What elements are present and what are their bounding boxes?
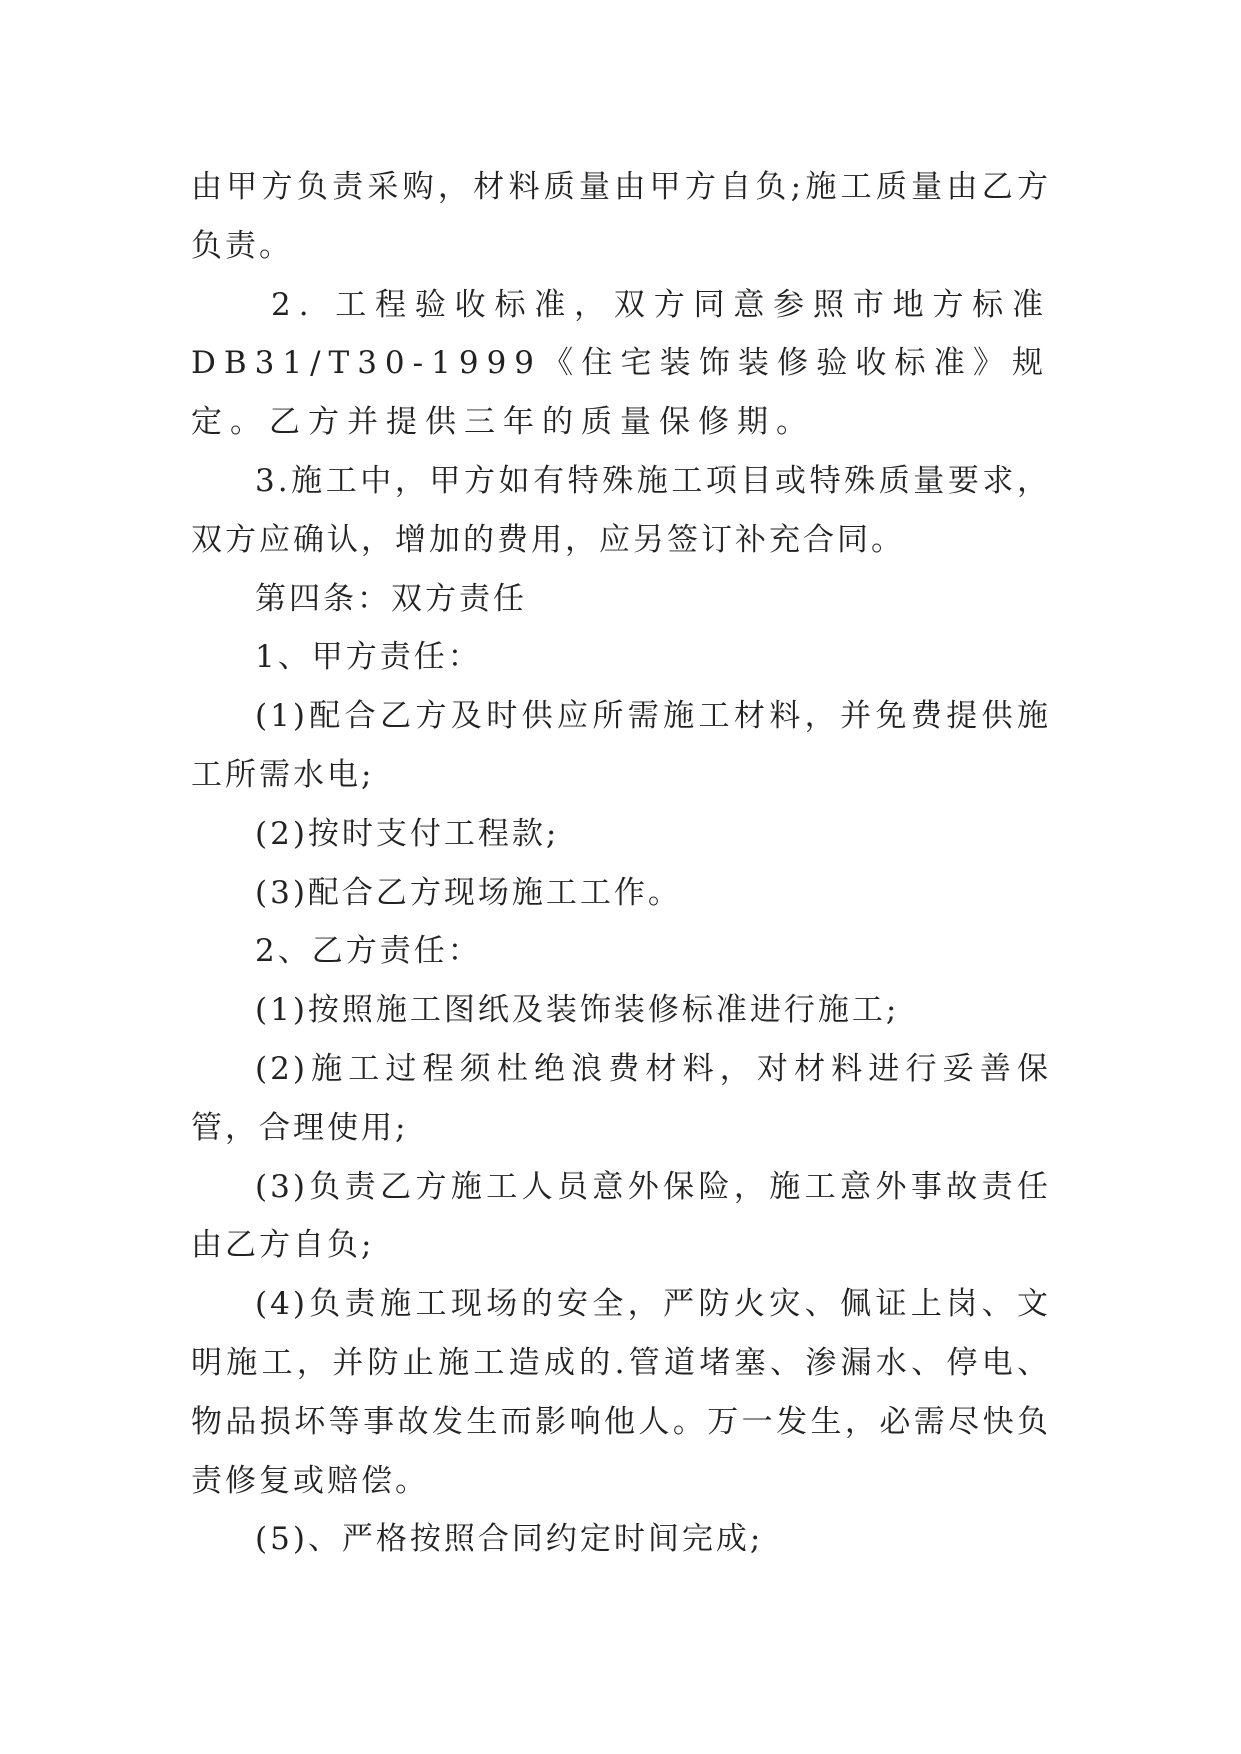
party-a-item-2: (2)按时支付工程款; [255, 815, 560, 852]
party-a-item-1: (1)配合乙方及时供应所需施工材料，并免费提供施工所需水电; [191, 698, 1051, 793]
party-b-item-2: (2)施工过程须杜绝浪费材料，对材料进行妥善保管，合理使用; [191, 1050, 1051, 1146]
party-b-item-4: (4)负责施工现场的安全，严防火灾、佩证上岗、文明施工，并防止施工造成的.管道堵塞、渗漏水、停电、物品损坏等事故发生而影响他人。万一发生，必需尽快负责修复或赔偿。 [191, 1286, 1051, 1499]
subheading-party-b-responsibility: 2、乙方责任： [255, 933, 482, 970]
paragraph-material-quality: 由甲方负责采购，材料质量由甲方自负;施工质量由乙方负责。 [191, 169, 1051, 264]
paragraph-acceptance-standard: 2. 工程验收标准，双方同意参照市地方标准DB31/T30-1999《住宅装饰装修验收标准》规定。乙方并提供三年的质量保修期。 [191, 286, 1051, 441]
paragraph-special-requirements: 3.施工中，甲方如有特殊施工项目或特殊质量要求，双方应确认，增加的费用，应另签订补充合同。 [191, 462, 1051, 558]
document-body [191, 158, 1051, 1569]
party-b-item-1: (1)按照施工图纸及装饰装修标准进行施工; [255, 992, 900, 1029]
subheading-party-a-responsibility: 1、甲方责任： [255, 639, 482, 676]
party-b-item-5: (5)、严格按照合同约定时间完成; [255, 1521, 764, 1558]
section-heading-article-four: 第四条：双方责任 [255, 580, 527, 617]
party-b-item-3: (3)负责乙方施工人员意外保险，施工意外事故责任由乙方自负; [191, 1168, 1051, 1264]
party-a-item-3: (3)配合乙方现场施工工作。 [255, 874, 682, 911]
